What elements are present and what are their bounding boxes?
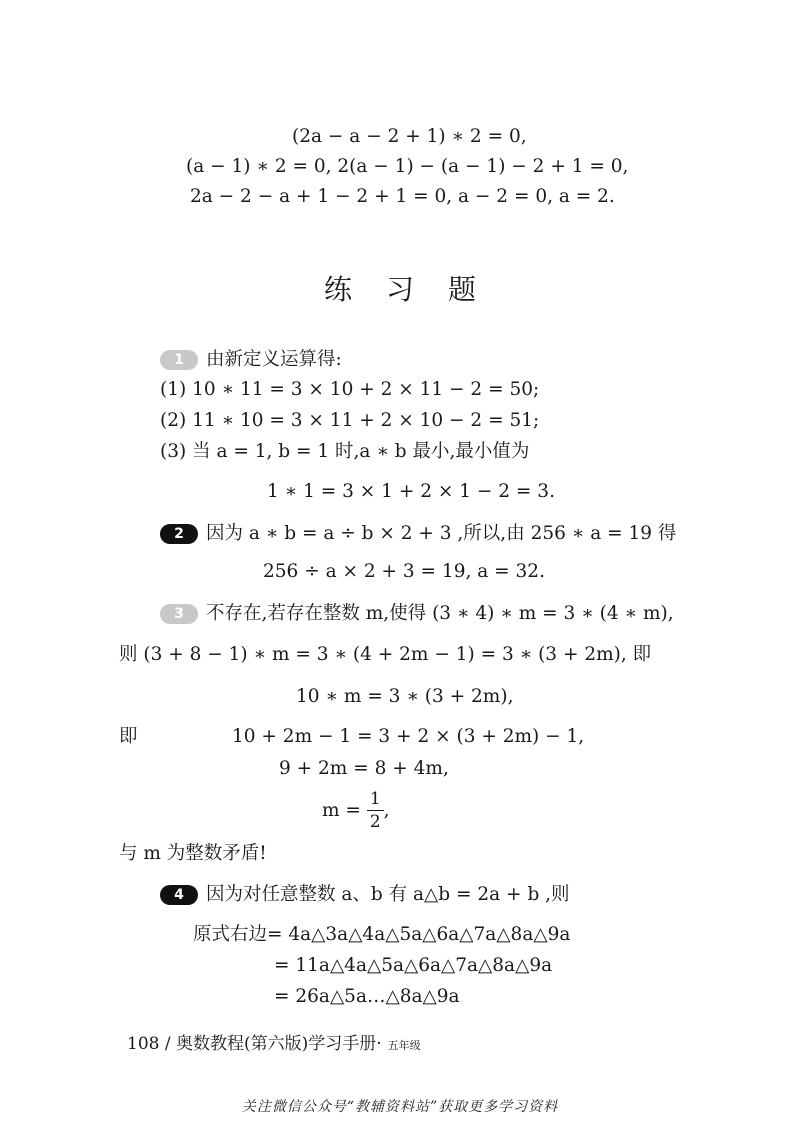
problem-2-heading xyxy=(160,524,676,544)
footer-text: 108 / 奥数教程(第六版)学习手册· xyxy=(127,1034,382,1054)
solution-line: (3) 当 a = 1, b = 1 时,a ∗ b 最小,最小值为 xyxy=(160,441,530,462)
section-title: 练习题 xyxy=(323,273,510,306)
problem-text: 因为 a ∗ b = a ÷ b × 2 + 3 ,所以,由 256 ∗ a = 19 得 xyxy=(206,523,677,544)
equation-text: , xyxy=(383,800,390,821)
equation-line: (a − 1) ∗ 2 = 0, 2(a − 1) − (a − 1) − 2 + 1 = 0, xyxy=(186,156,629,177)
equation-line: 2a − 2 − a + 1 − 2 + 1 = 0, a − 2 = 0, a = 2. xyxy=(190,186,615,207)
fraction-numerator: 1 xyxy=(367,791,384,811)
solution-line: 10 + 2m − 1 = 3 + 2 × (3 + 2m) − 1, xyxy=(232,726,585,747)
solution-line: 256 ÷ a × 2 + 3 = 19, a = 32. xyxy=(263,561,545,582)
solution-line: 1 ∗ 1 = 3 × 1 + 2 × 1 − 2 = 3. xyxy=(267,481,555,502)
fraction-line xyxy=(322,791,390,831)
solution-line: 与 m 为整数矛盾! xyxy=(119,843,267,864)
problem-1-heading xyxy=(160,350,342,370)
page-footer xyxy=(127,1029,421,1054)
problem-text: 因为对任意整数 a、b 有 a△b = 2a + b ,则 xyxy=(206,884,570,905)
solution-line: (2) 11 ∗ 10 = 3 × 11 + 2 × 10 − 2 = 51; xyxy=(160,410,540,431)
problem-number-badge: 1 xyxy=(160,350,198,370)
solution-label: 即 xyxy=(119,726,138,747)
solution-line: 10 ∗ m = 3 ∗ (3 + 2m), xyxy=(296,686,514,707)
solution-line: (1) 10 ∗ 11 = 3 × 10 + 2 × 11 − 2 = 50; xyxy=(160,379,540,400)
footer-grade: 五年级 xyxy=(387,1039,421,1052)
problem-text: 不存在,若存在整数 m,使得 (3 ∗ 4) ∗ m = 3 ∗ (4 ∗ m), xyxy=(206,603,674,624)
problem-text: 由新定义运算得: xyxy=(206,349,342,370)
solution-line: 原式右边= 4a△3a△4a△5a△6a△7a△8a△9a xyxy=(193,924,571,945)
fraction xyxy=(367,791,384,831)
solution-line: = 11a△4a△5a△6a△7a△8a△9a xyxy=(274,955,553,976)
problem-number-badge: 2 xyxy=(160,524,198,544)
solution-line: 则 (3 + 8 − 1) ∗ m = 3 ∗ (4 + 2m − 1) = 3 ∗ (3 + 2m), 即 xyxy=(119,644,652,665)
problem-4-heading xyxy=(160,885,570,905)
solution-line: = 26a△5a…△8a△9a xyxy=(274,986,460,1007)
equation-text: m = xyxy=(322,800,361,821)
problem-number-badge: 3 xyxy=(160,604,198,624)
equation-line: (2a − a − 2 + 1) ∗ 2 = 0, xyxy=(292,126,527,147)
fraction-denominator: 2 xyxy=(369,812,381,832)
problem-3-heading xyxy=(160,604,674,624)
problem-number-badge: 4 xyxy=(160,885,198,905)
solution-line: 9 + 2m = 8 + 4m, xyxy=(279,758,449,779)
watermark-text: 关注微信公众号“教辅资料站”获取更多学习资料 xyxy=(241,1099,559,1115)
